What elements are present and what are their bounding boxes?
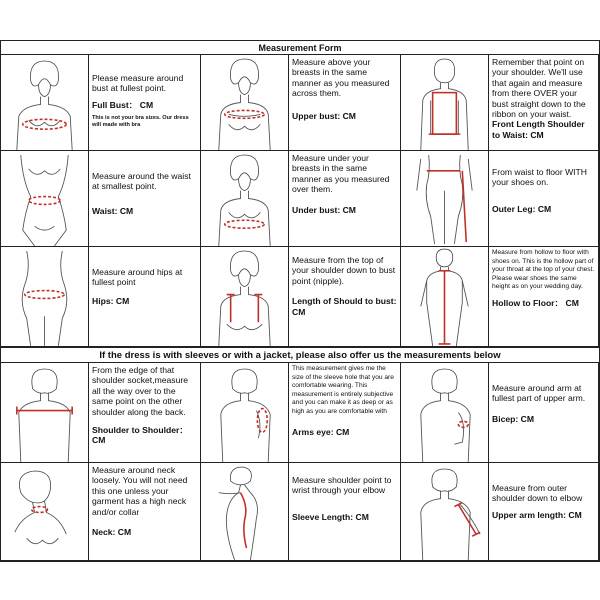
front-length-desc: Remember that point on your shoulder. We'll use that again and measure from there OVER your bust straight down to the ribbon on your waist. [492,57,586,120]
hollow-to-floor-figure-icon [401,247,489,347]
shoulder-to-shoulder-figure-icon [1,363,89,463]
shoulder-to-bust-cell [289,247,401,347]
neck-desc: Measure around neck loosely. You will not need this one unless your garment has a high neck and/or collar [92,465,188,517]
outer-leg-figure-icon [401,151,489,247]
shoulder-to-shoulder-label: Shoulder to Shoulder： CM [92,425,188,446]
sleeve-length-cell [289,463,401,561]
bust-figure-icon [1,55,89,151]
sleeve-length-desc: Measure shoulder point to wrist through your elbow [292,475,392,496]
full-bust-desc: Please measure around bust at fullest point. [92,73,184,94]
arms-eye-cell [289,363,401,463]
hips-label: Hips: CM [92,295,130,306]
full-bust-label: Full Bust： CM [92,99,154,110]
neck-cell [89,463,201,561]
bicep-desc: Measure around arm at fullest part of upper arm. [492,383,586,404]
sleeve-length-label: Sleeve Length: CM [292,511,369,522]
measurement-form [0,40,600,562]
bicep-cell [489,363,599,463]
upper-arm-length-figure-icon [401,463,489,561]
waist-label: Waist: CM [92,205,134,216]
arms-eye-desc: This measurement gives me the size of the sleeve hole that you are comfortable wearing. This measurement is entirely subjective and you can make it as deep or as high as you are comfortable with [292,365,394,415]
under-bust-figure-icon [201,151,289,247]
front-length-cell [489,55,599,151]
arms-eye-label: Arms eye: CM [292,426,350,437]
shoulder-to-shoulder-cell [89,363,201,463]
full-bust-cell [89,55,201,151]
hips-cell [89,247,201,347]
neck-figure-icon [1,463,89,561]
under-bust-label: Under bust: CM [292,204,356,215]
waist-desc: Measure around the waist at smallest point. [92,171,191,192]
upper-bust-figure-icon [201,55,289,151]
form-title: Measurement Form [1,41,599,55]
hips-desc: Measure around hips at fullest point [92,267,183,288]
shoulder-to-bust-figure-icon [201,247,289,347]
sleeve-length-figure-icon [201,463,289,561]
upper-bust-label: Upper bust: CM [292,110,356,121]
front-length-figure-icon [401,55,489,151]
hollow-to-floor-desc: Measure from hollow to floor with shoes on. This is the hollow part of your throat at the top of your chest. Please wear shoes the same height as on your wedding day. [492,249,595,291]
upper-bust-desc: Measure above your breasts in the same manner as you measured across them. [292,57,390,99]
hollow-to-floor-cell [489,247,599,347]
shoulder-to-bust-label: Length of Should to bust: CM [292,296,397,317]
bicep-figure-icon [401,363,489,463]
upper-arm-length-cell [489,463,599,561]
under-bust-desc: Measure under your breasts in the same manner as you measured over them. [292,153,390,195]
waist-figure-icon [1,151,89,247]
upper-bust-cell [289,55,401,151]
neck-label: Neck: CM [92,527,132,538]
upper-arm-length-desc: Measure from outer shoulder down to elbow [492,483,583,504]
outer-leg-desc: From waist to floor WITH your shoes on. [492,167,588,188]
shoulder-to-shoulder-desc: From the edge of that shoulder socket,measure all the way over to the same point on the other shoulder along the back. [92,365,189,417]
hollow-to-floor-label: Hollow to Floor： CM [492,297,579,308]
arms-eye-figure-icon [201,363,289,463]
outer-leg-label: Outer Leg: CM [492,203,552,214]
upper-arm-length-label: Upper arm length: CM [492,509,582,520]
bicep-label: Bicep: CM [492,413,535,424]
sleeves-banner: If the dress is with sleeves or with a jacket, please also offer us the measurements below [1,347,599,363]
front-length-label: Front Length Shoulder to Waist: CM [492,119,585,140]
shoulder-to-bust-desc: Measure from the top of your shoulder down to bust point (nipple). [292,255,396,286]
under-bust-cell [289,151,401,247]
waist-cell [89,151,201,247]
hips-figure-icon [1,247,89,347]
outer-leg-cell [489,151,599,247]
full-bust-note: This is not your bra sizes. Our dress will made with bra [92,115,189,129]
